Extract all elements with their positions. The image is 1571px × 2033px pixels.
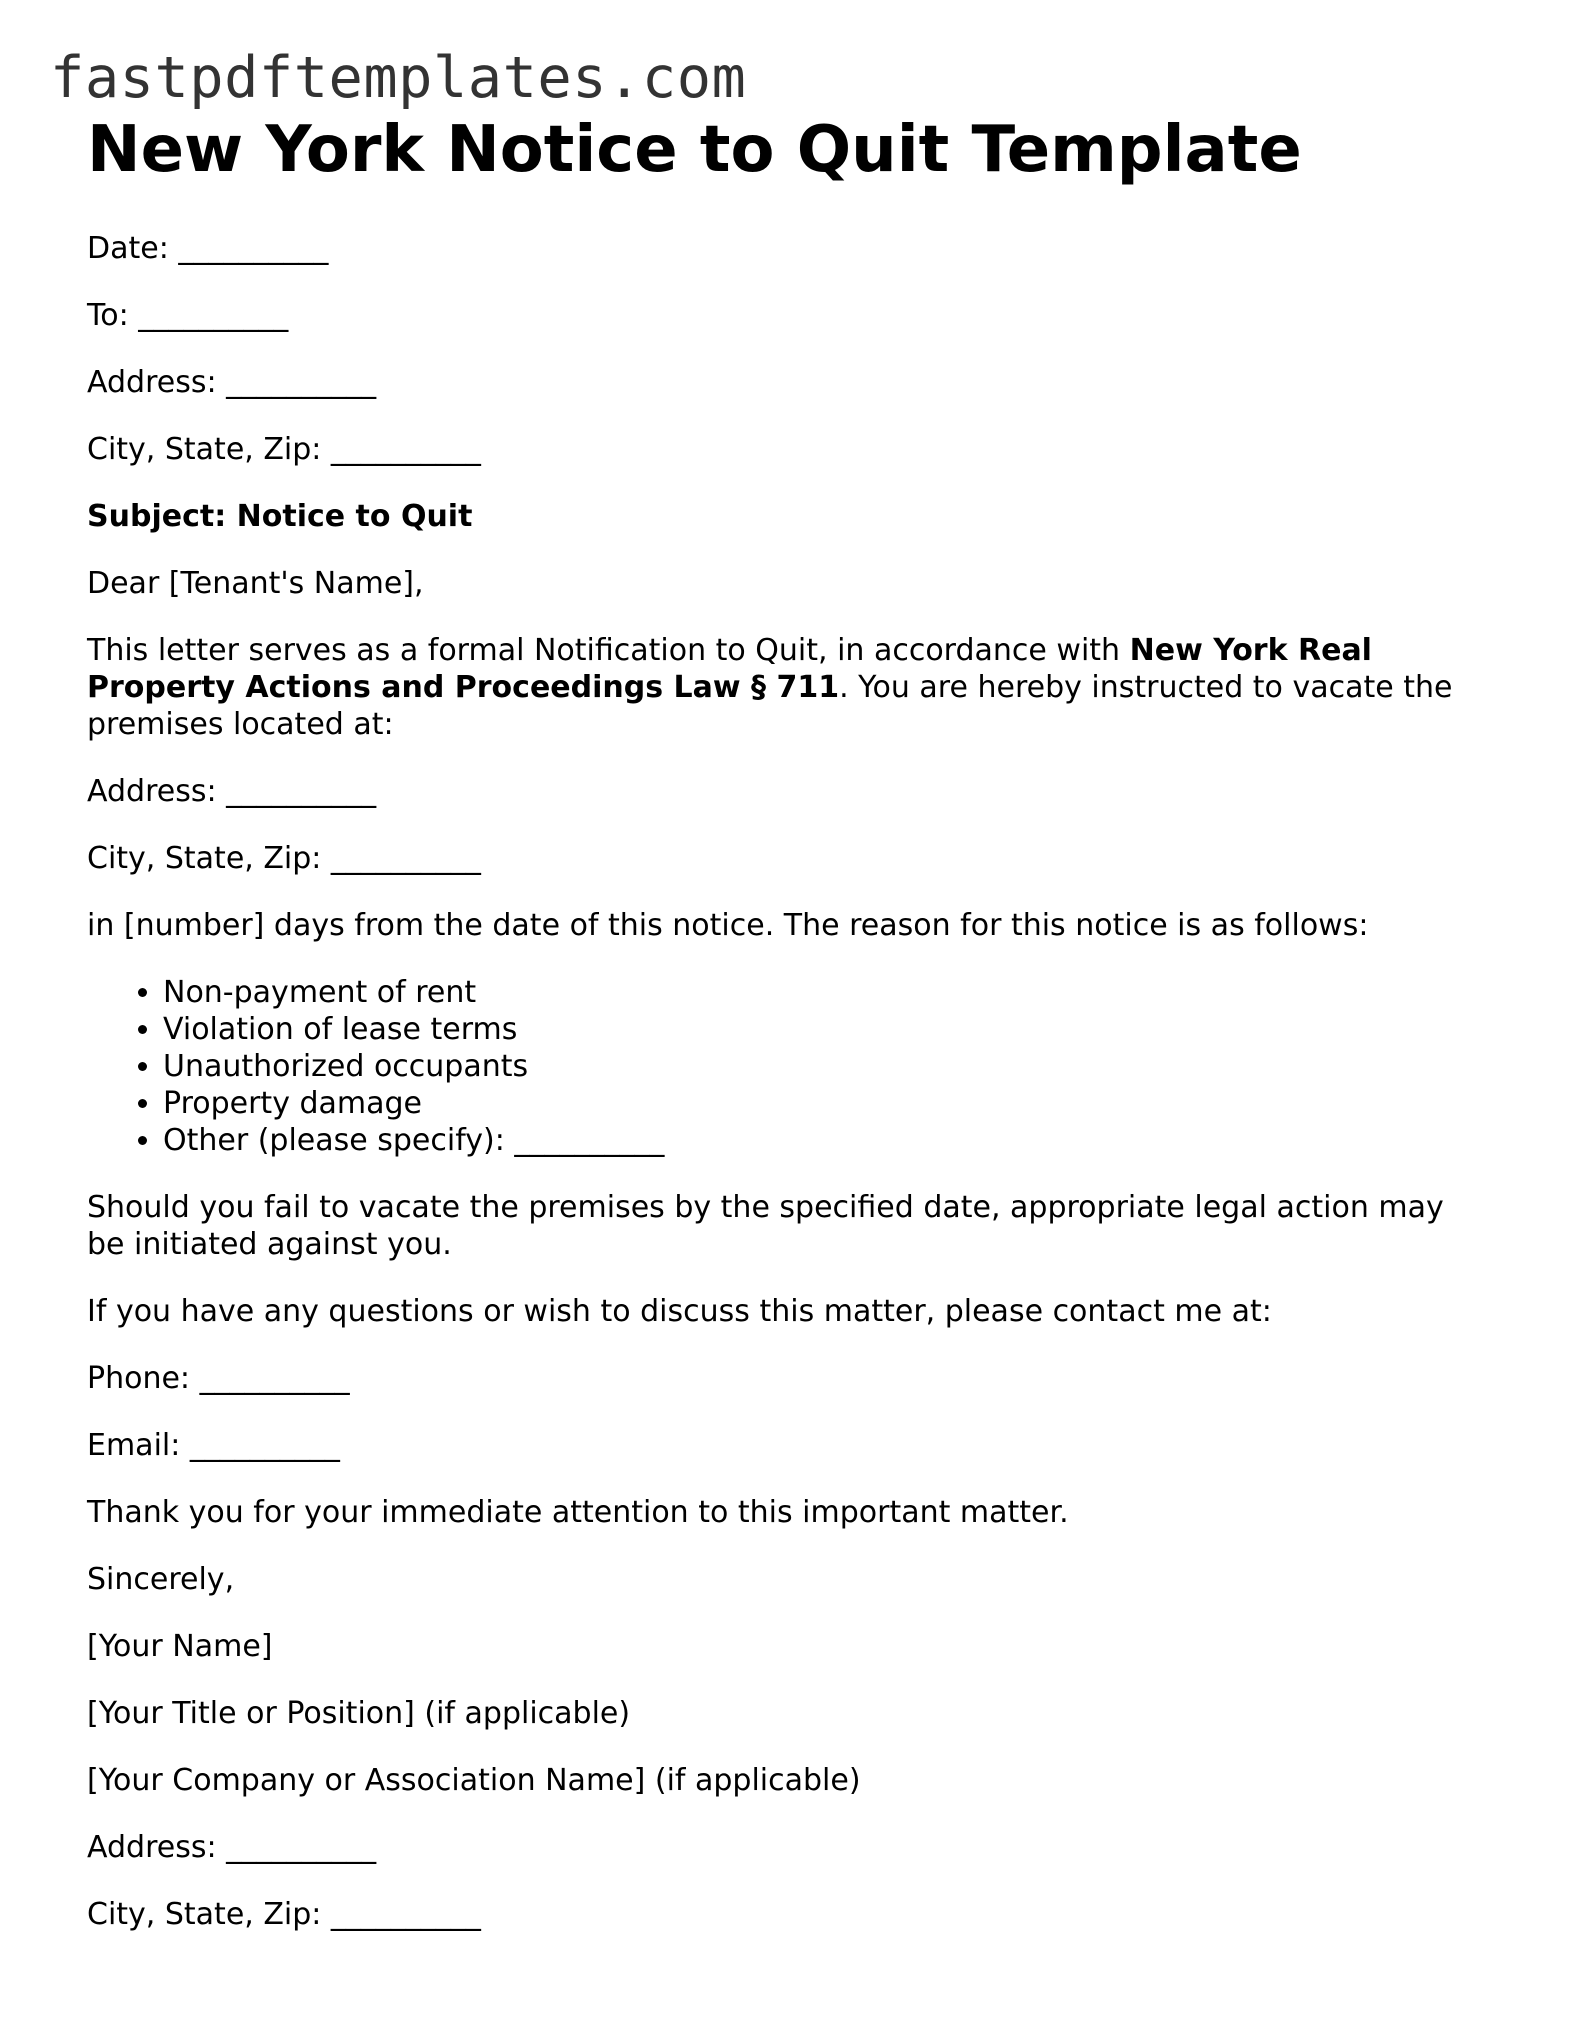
reason-intro: in [number] days from the date of this notice. The reason for this notice is as follows: <box>87 908 1369 943</box>
city-state-zip-field: City, State, Zip: __________ <box>87 432 481 467</box>
email-field: Email: __________ <box>87 1428 340 1463</box>
list-item: • Property damage <box>163 1085 1487 1122</box>
premises-city-state-zip-field: City, State, Zip: __________ <box>87 841 481 876</box>
subject-line: Subject: Notice to Quit <box>87 499 473 534</box>
closing: Sincerely, <box>87 1562 235 1597</box>
signature-name: [Your Name] <box>87 1629 273 1664</box>
thanks-paragraph: Thank you for your immediate attention to this important matter. <box>87 1495 1069 1530</box>
intro-paragraph <box>87 632 1487 743</box>
signature-city-state-zip-field: City, State, Zip: __________ <box>87 1897 481 1932</box>
signature-address-field: Address: __________ <box>87 1830 377 1865</box>
watermark: fastpdftemplates.com <box>50 45 747 111</box>
list-item: • Non-payment of rent <box>163 974 1487 1011</box>
letter-content <box>87 230 1487 1933</box>
premises-address-field: Address: __________ <box>87 774 377 809</box>
list-item: • Unauthorized occupants <box>163 1048 1487 1085</box>
document-title: New York Notice to Quit Template <box>87 113 1302 187</box>
date-field: Date: __________ <box>87 231 329 266</box>
to-field: To: __________ <box>87 298 289 333</box>
intro-text-end: . You are hereby instructed to vacate the premises located at: <box>87 670 1453 742</box>
warning-paragraph: Should you fail to vacate the premises by the specified date, appropriate legal action may be initiated against you. <box>87 1190 1444 1262</box>
signature-company: [Your Company or Association Name] (if applicable) <box>87 1763 861 1798</box>
contact-intro: If you have any questions or wish to discuss this matter, please contact me at: <box>87 1294 1272 1329</box>
reasons-list <box>87 974 1487 1159</box>
list-item: • Violation of lease terms <box>163 1011 1487 1048</box>
intro-text-start: This letter serves as a formal Notification to Quit, in accordance with <box>87 633 1130 668</box>
address-field: Address: __________ <box>87 365 377 400</box>
salutation: Dear [Tenant's Name], <box>87 566 424 601</box>
law-reference: New York Real Property Actions and Proceedings Law § 711 <box>87 633 1372 705</box>
phone-field: Phone: __________ <box>87 1361 350 1396</box>
signature-title: [Your Title or Position] (if applicable) <box>87 1696 631 1731</box>
list-item: • Other (please specify): __________ <box>163 1122 1487 1159</box>
document-body <box>87 110 1487 1963</box>
